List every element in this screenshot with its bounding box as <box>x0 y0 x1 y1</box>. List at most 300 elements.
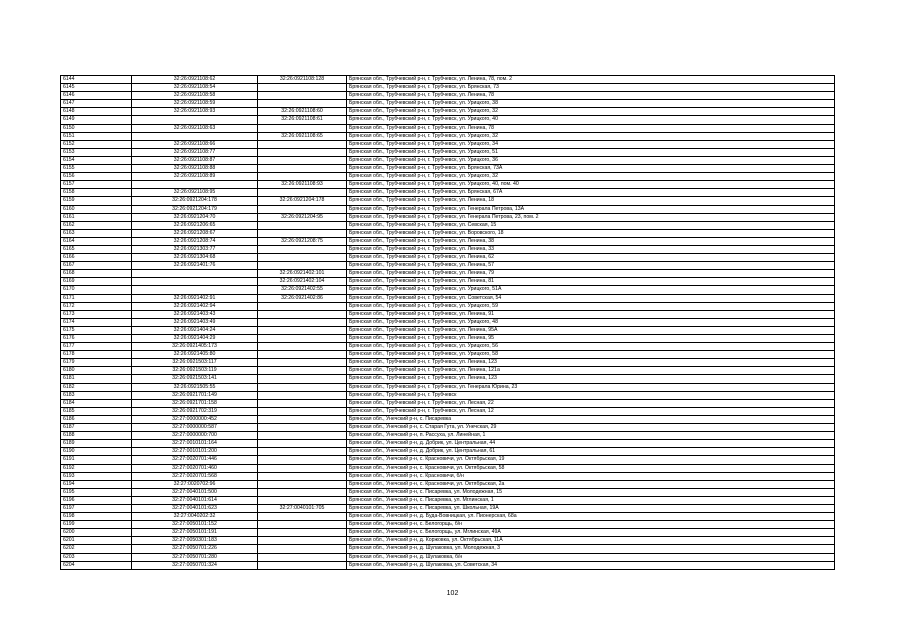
row-number-cell: 6152 <box>61 140 132 148</box>
cadastral-number-cell: 32:27:0050701:226 <box>132 545 258 553</box>
address-cell: Брянская обл., Унечский р-н, с. Писаревка, ул. Школьная, 19А <box>347 504 835 512</box>
cadastral-number-cell: 32:26:0921108:95 <box>132 189 258 197</box>
related-cadastral-number-cell <box>258 553 347 561</box>
related-cadastral-number-cell <box>258 375 347 383</box>
table-row <box>61 165 835 173</box>
address-cell: Брянская обл., Унечский р-н, д. Добрик, ул. Центральная, 61 <box>347 448 835 456</box>
related-cadastral-number-cell <box>258 367 347 375</box>
cadastral-number-cell: 32:26:0921503:141 <box>132 375 258 383</box>
table-row <box>61 432 835 440</box>
cadastral-number-cell: 32:27:0040202:32 <box>132 513 258 521</box>
table-row <box>61 286 835 294</box>
cadastral-number-cell: 32:27:0020701:446 <box>132 456 258 464</box>
table-row <box>61 132 835 140</box>
cadastral-number-cell: 32:27:0020701:460 <box>132 464 258 472</box>
related-cadastral-number-cell <box>258 221 347 229</box>
related-cadastral-number-cell <box>258 205 347 213</box>
related-cadastral-number-cell <box>258 165 347 173</box>
cadastral-number-cell: 32:26:0921208:74 <box>132 237 258 245</box>
table-row <box>61 513 835 521</box>
address-cell: Брянская обл., Унечский р-н, с. Старая Гута, ул. Унечская, 29 <box>347 424 835 432</box>
row-number-cell: 6192 <box>61 464 132 472</box>
row-number-cell: 6170 <box>61 286 132 294</box>
cadastral-number-cell: 32:27:0000000:587 <box>132 424 258 432</box>
related-cadastral-number-cell <box>258 229 347 237</box>
cadastral-number-cell: 32:27:0040101:500 <box>132 488 258 496</box>
address-cell: Брянская обл., Трубчевский р-н, г. Трубчевск, ул. Ленина, 95 <box>347 335 835 343</box>
table-row <box>61 213 835 221</box>
table-row <box>61 294 835 302</box>
cadastral-number-cell: 32:26:0921505:55 <box>132 383 258 391</box>
table-row <box>61 197 835 205</box>
row-number-cell: 6159 <box>61 197 132 205</box>
cadastral-number-cell: 32:27:0040101:614 <box>132 496 258 504</box>
row-number-cell: 6151 <box>61 132 132 140</box>
table-row <box>61 521 835 529</box>
related-cadastral-number-cell: 32:26:0921108:93 <box>258 181 347 189</box>
row-number-cell: 6204 <box>61 561 132 569</box>
related-cadastral-number-cell <box>258 351 347 359</box>
row-number-cell: 6145 <box>61 84 132 92</box>
address-cell: Брянская обл., Унечский р-н, д. Шулаковка, ул. Советская, 34 <box>347 561 835 569</box>
related-cadastral-number-cell <box>258 335 347 343</box>
cadastral-number-cell: 32:26:0921204:70 <box>132 213 258 221</box>
row-number-cell: 6180 <box>61 367 132 375</box>
row-number-cell: 6148 <box>61 108 132 116</box>
table-row <box>61 424 835 432</box>
row-number-cell: 6201 <box>61 537 132 545</box>
address-cell: Брянская обл., Трубчевский р-н, г. Трубчевск, ул. Генерала Юрина, 23 <box>347 383 835 391</box>
table-row <box>61 351 835 359</box>
address-cell: Брянская обл., Трубчевский р-н, г. Трубчевск, ул. Советская, 54 <box>347 294 835 302</box>
table-row <box>61 116 835 124</box>
related-cadastral-number-cell <box>258 189 347 197</box>
table-row <box>61 124 835 132</box>
cadastral-number-cell: 32:26:0921405:173 <box>132 343 258 351</box>
table-row <box>61 302 835 310</box>
related-cadastral-number-cell <box>258 310 347 318</box>
address-cell: Брянская обл., Унечский р-н, д. Шулаковка, ул. Молодежная, 3 <box>347 545 835 553</box>
table-row <box>61 488 835 496</box>
related-cadastral-number-cell <box>258 415 347 423</box>
row-number-cell: 6184 <box>61 399 132 407</box>
cadastral-number-cell: 32:26:0921108:89 <box>132 173 258 181</box>
address-cell: Брянская обл., Трубчевский р-н, г. Трубчевск, ул. Генерала Петрова, 23, пом. 2 <box>347 213 835 221</box>
table-row <box>61 245 835 253</box>
cadastral-number-cell: 32:27:0050101:152 <box>132 521 258 529</box>
table-row <box>61 254 835 262</box>
address-cell: Брянская обл., Унечский р-н, с. Красновичи, б/н <box>347 472 835 480</box>
table-row <box>61 553 835 561</box>
address-cell: Брянская обл., Трубчевский р-н, г. Трубчевск, ул. Урицкого, 56 <box>347 343 835 351</box>
related-cadastral-number-cell: 32:26:0921204:95 <box>258 213 347 221</box>
related-cadastral-number-cell <box>258 521 347 529</box>
address-cell: Брянская обл., Трубчевский р-н, г. Трубчевск, ул. Ленина, 81 <box>347 278 835 286</box>
row-number-cell: 6165 <box>61 245 132 253</box>
row-number-cell: 6203 <box>61 553 132 561</box>
cadastral-number-cell: 32:26:0921402:94 <box>132 302 258 310</box>
row-number-cell: 6182 <box>61 383 132 391</box>
address-cell: Брянская обл., Трубчевский р-н, г. Трубчевск, ул. Урицкого, 34 <box>347 140 835 148</box>
table-row <box>61 496 835 504</box>
cadastral-number-cell: 32:26:0921108:62 <box>132 76 258 84</box>
registry-table-body <box>61 76 835 570</box>
cadastral-number-cell: 32:26:0921108:66 <box>132 140 258 148</box>
address-cell: Брянская обл., Трубчевский р-н, г. Трубчевск, ул. Урицкого, 36 <box>347 156 835 164</box>
table-row <box>61 229 835 237</box>
table-row <box>61 359 835 367</box>
table-row <box>61 504 835 512</box>
cadastral-number-cell: 32:26:0921503:117 <box>132 359 258 367</box>
row-number-cell: 6173 <box>61 310 132 318</box>
table-row <box>61 561 835 569</box>
row-number-cell: 6178 <box>61 351 132 359</box>
related-cadastral-number-cell <box>258 326 347 334</box>
address-cell: Брянская обл., Трубчевский р-н, г. Трубчевск, ул. Ленина, 78 <box>347 92 835 100</box>
cadastral-number-cell: 32:27:0050301:183 <box>132 537 258 545</box>
row-number-cell: 6157 <box>61 181 132 189</box>
cadastral-number-cell <box>132 270 258 278</box>
address-cell: Брянская обл., Трубчевский р-н, г. Трубчевск, ул. Урицкого, 58 <box>347 351 835 359</box>
address-cell: Брянская обл., Трубчевский р-н, г. Трубчевск, ул. Ленина, 78, пом. 2 <box>347 76 835 84</box>
row-number-cell: 6181 <box>61 375 132 383</box>
table-row <box>61 76 835 84</box>
cadastral-number-cell: 32:26:0921108:88 <box>132 165 258 173</box>
table-row <box>61 367 835 375</box>
row-number-cell: 6166 <box>61 254 132 262</box>
related-cadastral-number-cell <box>258 148 347 156</box>
row-number-cell: 6153 <box>61 148 132 156</box>
table-row <box>61 383 835 391</box>
related-cadastral-number-cell: 32:26:0921204:178 <box>258 197 347 205</box>
address-cell: Брянская обл., Трубчевский р-н, г. Трубчевск, ул. Ленина, 123 <box>347 375 835 383</box>
table-row <box>61 529 835 537</box>
related-cadastral-number-cell: 32:26:0921108:128 <box>258 76 347 84</box>
table-row <box>61 464 835 472</box>
address-cell: Брянская обл., Трубчевский р-н, г. Трубчевск, ул. Урицкого, 51 <box>347 148 835 156</box>
related-cadastral-number-cell: 32:26:0921402:55 <box>258 286 347 294</box>
related-cadastral-number-cell <box>258 561 347 569</box>
row-number-cell: 6175 <box>61 326 132 334</box>
row-number-cell: 6169 <box>61 278 132 286</box>
address-cell: Брянская обл., Унечский р-н, д. Коржовка, ул. Октябрьская, 11А <box>347 537 835 545</box>
address-cell: Брянская обл., Трубчевский р-н, г. Трубчевск, ул. Лесная, 12 <box>347 407 835 415</box>
address-cell: Брянская обл., Трубчевский р-н, г. Трубчевск, ул. Воровского, 18 <box>347 229 835 237</box>
address-cell: Брянская обл., Унечский р-н, с. Писаревка, ул. Молодежная, 15 <box>347 488 835 496</box>
related-cadastral-number-cell <box>258 448 347 456</box>
address-cell: Брянская обл., Трубчевский р-н, г. Трубчевск, ул. Урицкого, 38 <box>347 100 835 108</box>
row-number-cell: 6168 <box>61 270 132 278</box>
cadastral-number-cell: 32:26:0921108:93 <box>132 108 258 116</box>
cadastral-number-cell: 32:26:0921701:149 <box>132 391 258 399</box>
table-row <box>61 100 835 108</box>
row-number-cell: 6197 <box>61 504 132 512</box>
address-cell: Брянская обл., Унечский р-н, с. Красновичи, ул. Октябрьская, 19 <box>347 456 835 464</box>
row-number-cell: 6185 <box>61 407 132 415</box>
address-cell: Брянская обл., Трубчевский р-н, г. Трубчевск, ул. Ленина, 57 <box>347 262 835 270</box>
cadastral-number-cell: 32:26:0921304:68 <box>132 254 258 262</box>
related-cadastral-number-cell <box>258 480 347 488</box>
related-cadastral-number-cell <box>258 100 347 108</box>
cadastral-number-cell: 32:26:0921404:29 <box>132 335 258 343</box>
address-cell: Брянская обл., Трубчевский р-н, г. Трубчевск, ул. Ленина, 38 <box>347 237 835 245</box>
table-row <box>61 375 835 383</box>
related-cadastral-number-cell <box>258 156 347 164</box>
cadastral-number-cell: 32:26:0921108:77 <box>132 148 258 156</box>
row-number-cell: 6163 <box>61 229 132 237</box>
related-cadastral-number-cell: 32:26:0921108:65 <box>258 132 347 140</box>
cadastral-number-cell: 32:27:0010101:200 <box>132 448 258 456</box>
cadastral-number-cell: 32:26:0921108:54 <box>132 84 258 92</box>
related-cadastral-number-cell <box>258 140 347 148</box>
related-cadastral-number-cell <box>258 173 347 181</box>
row-number-cell: 6149 <box>61 116 132 124</box>
row-number-cell: 6150 <box>61 124 132 132</box>
related-cadastral-number-cell <box>258 513 347 521</box>
related-cadastral-number-cell <box>258 464 347 472</box>
row-number-cell: 6167 <box>61 262 132 270</box>
cadastral-number-cell: 32:26:0921404:24 <box>132 326 258 334</box>
address-cell: Брянская обл., Унечский р-н, с. Писаревка, ул. Мглинская, 1 <box>347 496 835 504</box>
address-cell: Брянская обл., Трубчевский р-н, г. Трубчевск, ул. Урицкого, 48 <box>347 318 835 326</box>
address-cell: Брянская обл., Трубчевский р-н, г. Трубчевск, ул. Генерала Петрова, 13А <box>347 205 835 213</box>
table-row <box>61 537 835 545</box>
cadastral-number-cell: 32:27:0020701:568 <box>132 472 258 480</box>
row-number-cell: 6156 <box>61 173 132 181</box>
address-cell: Брянская обл., Трубчевский р-н, г. Трубчевск, ул. Брянская, 73А <box>347 165 835 173</box>
related-cadastral-number-cell: 32:26:0921402:86 <box>258 294 347 302</box>
related-cadastral-number-cell <box>258 262 347 270</box>
table-row <box>61 92 835 100</box>
address-cell: Брянская обл., Трубчевский р-н, г. Трубчевск, ул. Урицкого, 59 <box>347 302 835 310</box>
related-cadastral-number-cell <box>258 318 347 326</box>
table-row <box>61 108 835 116</box>
related-cadastral-number-cell <box>258 488 347 496</box>
cadastral-number-cell: 32:26:0921401:76 <box>132 262 258 270</box>
table-row <box>61 440 835 448</box>
cadastral-number-cell <box>132 286 258 294</box>
cadastral-number-cell: 32:27:0040101:623 <box>132 504 258 512</box>
table-row <box>61 156 835 164</box>
related-cadastral-number-cell <box>258 245 347 253</box>
row-number-cell: 6147 <box>61 100 132 108</box>
table-row <box>61 181 835 189</box>
cadastral-number-cell: 32:26:0921108:63 <box>132 124 258 132</box>
table-row <box>61 456 835 464</box>
related-cadastral-number-cell <box>258 407 347 415</box>
row-number-cell: 6193 <box>61 472 132 480</box>
related-cadastral-number-cell: 32:26:0921108:60 <box>258 108 347 116</box>
table-row <box>61 480 835 488</box>
table-row <box>61 278 835 286</box>
row-number-cell: 6188 <box>61 432 132 440</box>
table-row <box>61 545 835 553</box>
table-row <box>61 415 835 423</box>
address-cell: Брянская обл., Трубчевский р-н, г. Трубчевск, ул. Урицкого, 32 <box>347 108 835 116</box>
table-row <box>61 318 835 326</box>
table-row <box>61 407 835 415</box>
row-number-cell: 6154 <box>61 156 132 164</box>
cadastral-number-cell: 32:26:0921204:179 <box>132 205 258 213</box>
address-cell: Брянская обл., Трубчевский р-н, г. Трубчевск, ул. Ленина, 79 <box>347 270 835 278</box>
cadastral-number-cell: 32:26:0921206:65 <box>132 221 258 229</box>
row-number-cell: 6196 <box>61 496 132 504</box>
row-number-cell: 6146 <box>61 92 132 100</box>
table-row <box>61 310 835 318</box>
address-cell: Брянская обл., Унечский р-н, с. Красновичи, ул. Октябрьская, 58 <box>347 464 835 472</box>
related-cadastral-number-cell <box>258 124 347 132</box>
address-cell: Брянская обл., Трубчевский р-н, г. Трубчевск, ул. Брянская, 73 <box>347 84 835 92</box>
row-number-cell: 6164 <box>61 237 132 245</box>
cadastral-number-cell: 32:27:0050101:191 <box>132 529 258 537</box>
row-number-cell: 6177 <box>61 343 132 351</box>
related-cadastral-number-cell <box>258 496 347 504</box>
registry-table <box>60 75 835 570</box>
table-row <box>61 326 835 334</box>
related-cadastral-number-cell <box>258 456 347 464</box>
address-cell: Брянская обл., Трубчевский р-н, г. Трубчевск, ул. Лесная, 22 <box>347 399 835 407</box>
cadastral-number-cell: 32:27:0050701:324 <box>132 561 258 569</box>
table-row <box>61 262 835 270</box>
table-row <box>61 140 835 148</box>
cadastral-number-cell: 32:26:0921303:77 <box>132 245 258 253</box>
table-row <box>61 448 835 456</box>
address-cell: Брянская обл., Трубчевский р-н, г. Трубчевск, ул. Ленина, 123 <box>347 359 835 367</box>
row-number-cell: 6144 <box>61 76 132 84</box>
related-cadastral-number-cell <box>258 343 347 351</box>
cadastral-number-cell: 32:26:0921701:158 <box>132 399 258 407</box>
related-cadastral-number-cell <box>258 432 347 440</box>
cadastral-number-cell: 32:26:0921108:58 <box>132 92 258 100</box>
table-row <box>61 205 835 213</box>
address-cell: Брянская обл., Трубчевский р-н, г. Трубчевск, ул. Ленина, 91 <box>347 310 835 318</box>
cadastral-number-cell: 32:27:0050701:280 <box>132 553 258 561</box>
address-cell: Брянская обл., Трубчевский р-н, г. Трубчевск, ул. Ленина, 62 <box>347 254 835 262</box>
row-number-cell: 6171 <box>61 294 132 302</box>
cadastral-number-cell: 32:26:0921403:49 <box>132 318 258 326</box>
table-row <box>61 237 835 245</box>
related-cadastral-number-cell <box>258 440 347 448</box>
row-number-cell: 6161 <box>61 213 132 221</box>
cadastral-number-cell: 32:26:0921108:59 <box>132 100 258 108</box>
table-row <box>61 270 835 278</box>
related-cadastral-number-cell <box>258 302 347 310</box>
related-cadastral-number-cell: 32:26:0921402:101 <box>258 270 347 278</box>
address-cell: Брянская обл., Трубчевский р-н, г. Трубчевск, ул. Ленина, 33 <box>347 245 835 253</box>
related-cadastral-number-cell <box>258 254 347 262</box>
address-cell: Брянская обл., Трубчевский р-н, г. Трубчевск, ул. Урицкого, 32 <box>347 173 835 181</box>
address-cell: Брянская обл., Трубчевский р-н, г. Трубчевск, ул. Ленина, 78 <box>347 124 835 132</box>
cadastral-number-cell: 32:26:0921403:43 <box>132 310 258 318</box>
cadastral-number-cell: 32:27:0000000:452 <box>132 415 258 423</box>
row-number-cell: 6191 <box>61 456 132 464</box>
related-cadastral-number-cell <box>258 545 347 553</box>
address-cell: Брянская обл., Трубчевский р-н, г. Трубчевск, ул. Ленина, 121а <box>347 367 835 375</box>
address-cell: Брянская обл., Унечский р-н, д. Буда-Вовницкая, ул. Пионерская, 68а <box>347 513 835 521</box>
row-number-cell: 6162 <box>61 221 132 229</box>
address-cell: Брянская обл., Унечский р-н, д. Добрик, ул. Центральная, 44 <box>347 440 835 448</box>
row-number-cell: 6186 <box>61 415 132 423</box>
page-number: 102 <box>446 590 459 597</box>
address-cell: Брянская обл., Унечский р-н, с. Писаревка <box>347 415 835 423</box>
cadastral-number-cell: 32:26:0921405:80 <box>132 351 258 359</box>
related-cadastral-number-cell <box>258 424 347 432</box>
table-row <box>61 391 835 399</box>
address-cell: Брянская обл., Унечский р-н, с. Белогорщь, ул. Мглинская, 49А <box>347 529 835 537</box>
address-cell: Брянская обл., Унечский р-н, с. Белогорщь, б/н <box>347 521 835 529</box>
address-cell: Брянская обл., Трубчевский р-н, г. Трубчевск, ул. Урицкого, 40, пом. 40 <box>347 181 835 189</box>
row-number-cell: 6189 <box>61 440 132 448</box>
table-row <box>61 472 835 480</box>
cadastral-number-cell: 32:26:0921503:119 <box>132 367 258 375</box>
row-number-cell: 6158 <box>61 189 132 197</box>
address-cell: Брянская обл., Трубчевский р-н, г. Трубчевск, ул. Ленина, 18 <box>347 197 835 205</box>
cadastral-number-cell: 32:26:0921702:319 <box>132 407 258 415</box>
row-number-cell: 6199 <box>61 521 132 529</box>
related-cadastral-number-cell: 32:27:0040101:705 <box>258 504 347 512</box>
cadastral-number-cell: 32:27:0000000:700 <box>132 432 258 440</box>
row-number-cell: 6194 <box>61 480 132 488</box>
cadastral-number-cell <box>132 116 258 124</box>
cadastral-number-cell: 32:26:0921402:91 <box>132 294 258 302</box>
table-row <box>61 173 835 181</box>
row-number-cell: 6198 <box>61 513 132 521</box>
row-number-cell: 6183 <box>61 391 132 399</box>
row-number-cell: 6160 <box>61 205 132 213</box>
table-row <box>61 335 835 343</box>
related-cadastral-number-cell: 32:26:0921108:61 <box>258 116 347 124</box>
row-number-cell: 6155 <box>61 165 132 173</box>
cadastral-number-cell: 32:27:0010101:164 <box>132 440 258 448</box>
table-row <box>61 189 835 197</box>
row-number-cell: 6176 <box>61 335 132 343</box>
related-cadastral-number-cell <box>258 399 347 407</box>
address-cell: Брянская обл., Трубчевский р-н, г. Трубчевск, ул. Брянская, 67А <box>347 189 835 197</box>
row-number-cell: 6174 <box>61 318 132 326</box>
row-number-cell: 6179 <box>61 359 132 367</box>
address-cell: Брянская обл., Трубчевский р-н, г. Трубчевск, ул. Ленина, 95А <box>347 326 835 334</box>
cadastral-number-cell: 32:26:0921208:67 <box>132 229 258 237</box>
related-cadastral-number-cell <box>258 537 347 545</box>
related-cadastral-number-cell <box>258 92 347 100</box>
address-cell: Брянская обл., Трубчевский р-н, г. Трубчевск, ул. Севская, 15 <box>347 221 835 229</box>
related-cadastral-number-cell: 32:26:0921402:104 <box>258 278 347 286</box>
address-cell: Брянская обл., Трубчевский р-н, г. Трубчевск, ул. Урицкого, 40 <box>347 116 835 124</box>
related-cadastral-number-cell: 32:26:0921208:75 <box>258 237 347 245</box>
address-cell: Брянская обл., Трубчевский р-н, г. Трубчевск, ул. Урицкого, 32 <box>347 132 835 140</box>
cadastral-number-cell: 32:26:0921204:178 <box>132 197 258 205</box>
cadastral-number-cell <box>132 132 258 140</box>
table-row <box>61 148 835 156</box>
related-cadastral-number-cell <box>258 391 347 399</box>
row-number-cell: 6200 <box>61 529 132 537</box>
address-cell: Брянская обл., Унечский р-н, п. Рассуха, ул. Линейная, 1 <box>347 432 835 440</box>
table-row <box>61 399 835 407</box>
row-number-cell: 6187 <box>61 424 132 432</box>
related-cadastral-number-cell <box>258 383 347 391</box>
row-number-cell: 6195 <box>61 488 132 496</box>
cadastral-number-cell: 32:27:0020702:96 <box>132 480 258 488</box>
address-cell: Брянская обл., Трубчевский р-н, г. Трубчевск, ул. Урицкого, 51А <box>347 286 835 294</box>
related-cadastral-number-cell <box>258 84 347 92</box>
table-row <box>61 343 835 351</box>
cadastral-number-cell <box>132 278 258 286</box>
address-cell: Брянская обл., Унечский р-н, с. Красновичи, ул. Октябрьская, 2а <box>347 480 835 488</box>
table-row <box>61 221 835 229</box>
cadastral-number-cell: 32:26:0921108:87 <box>132 156 258 164</box>
row-number-cell: 6202 <box>61 545 132 553</box>
address-cell: Брянская обл., Трубчевский р-н, г. Трубчевск <box>347 391 835 399</box>
